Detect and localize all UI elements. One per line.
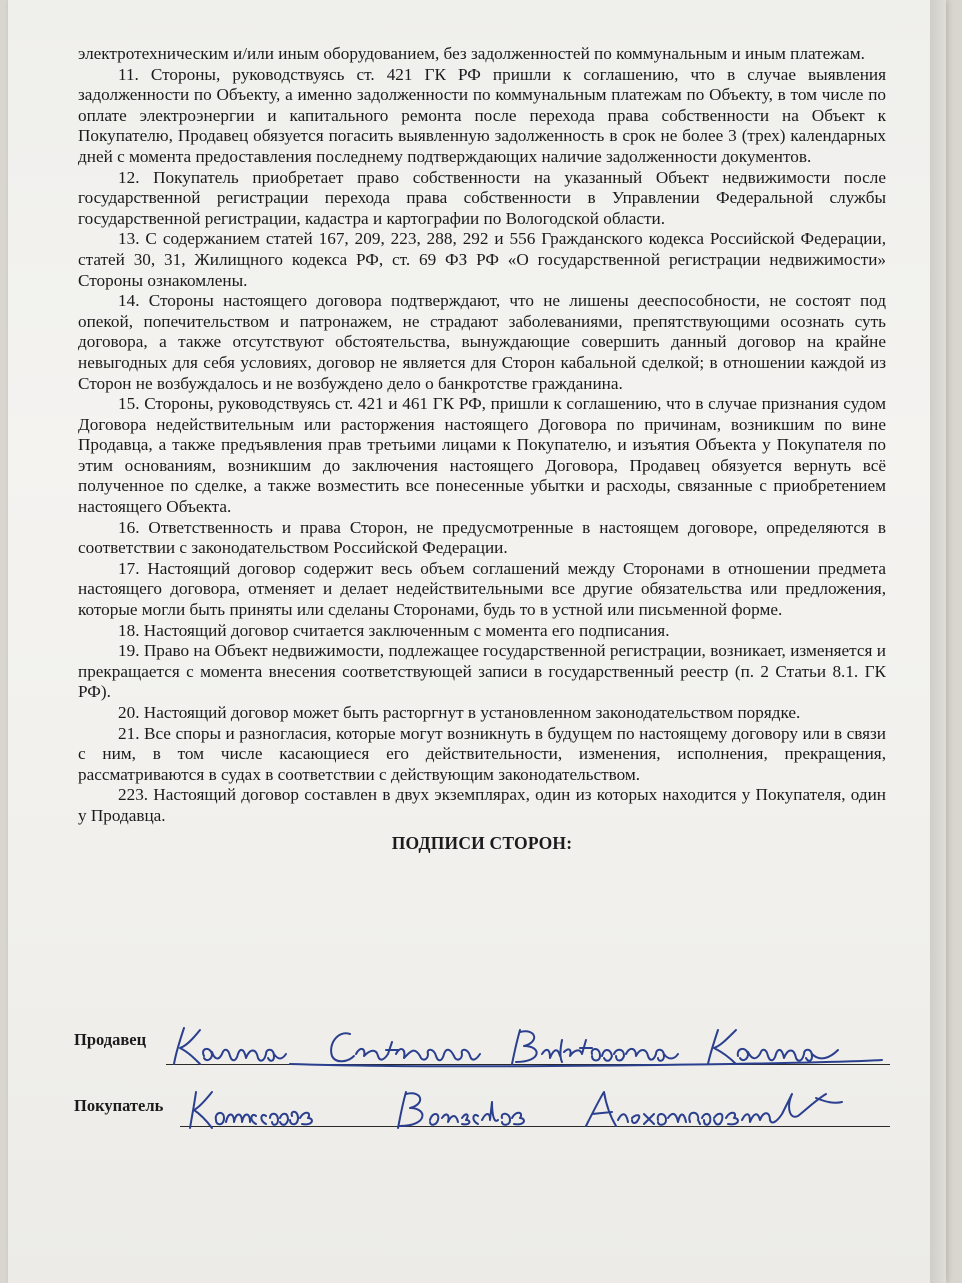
- buyer-signature-row: [74, 1086, 890, 1132]
- paragraph-continuation: электротехническим и/или иным оборудованием, без задолженностей по коммунальным и иным платежам.: [78, 44, 865, 63]
- contract-text: [78, 44, 886, 853]
- clause-17: 17. Настоящий договор содержит весь объем соглашений между Сторонами в отношении предмета настоящего договора, отменяет и делает недействительными все другие обязательства или предложения, которые могли быть приняты или сделаны Сторонами, будь то в устной или письменной форме.: [78, 558, 886, 620]
- clause-22: 223. Настоящий договор составлен в двух экземплярах, один из которых находится у Покупателя, один у Продавца.: [78, 785, 886, 825]
- seller-signature-row: [74, 1026, 890, 1072]
- buyer-label: Покупатель: [74, 1096, 164, 1115]
- clause-20: 20. Настоящий договор может быть расторгнут в установленном законодательством порядке.: [118, 703, 801, 722]
- seller-label: Продавец: [74, 1030, 147, 1049]
- clause-16: 16. Ответственность и права Сторон, не предусмотренные в настоящем договоре, определяются в соответствии с законодательством Российской Федерации.: [78, 517, 886, 558]
- signatures-heading: ПОДПИСИ СТОРОН:: [391, 832, 573, 853]
- clause-13: 13. С содержанием статей 167, 209, 223, 288, 292 и 556 Гражданского кодекса Российской Федерации, статей 30, 31, Жилищного кодекса РФ, ст. 69 ФЗ РФ «О государственной регистрации недвижимости» Стороны ознакомлены.: [78, 229, 886, 290]
- clause-21: 21. Все споры и разногласия, которые могут возникнуть в будущем по настоящему договору или в связи с ним, в том числе касающиеся его действительности, изменения, исполнения, прекращения, рассматриваются в судах в соответствии с действующим законодательством.: [78, 723, 886, 784]
- clause-14: 14. Стороны настоящего договора подтверждают, что не лишены дееспособности, не состоят под опекой, попечительством и патронажем, не страдают заболеваниями, препятствующими осознать суть договора, а также отсутствуют обстоятельства, вынуждающие совершить данный договор на крайне невыгодных для себя условиях, договор не является для Сторон кабальной сделкой; в отношении каждой из Сторон не возбуждалось и не возбуждено дело о банкротстве гражданина.: [78, 291, 886, 393]
- seller-signature: [170, 1018, 890, 1074]
- buyer-signature: [186, 1080, 886, 1136]
- clause-19: 19. Право на Объект недвижимости, подлежащее государственной регистрации, возникает, изменяется и прекращается с момента внесения соответствующей записи в государственный реестр (п. 2 Статьи 8.1. ГК РФ).: [78, 641, 886, 702]
- clause-12: 12. Покупатель приобретает право собственности на указанный Объект недвижимости после государственной регистрации перехода права собственности в Управлении Федеральной службы государственной регистрации, кадастра и картографии по Вологодской области.: [78, 167, 886, 228]
- clause-18: 18. Настоящий договор считается заключенным с момента его подписания.: [118, 620, 670, 640]
- paper-edge: [930, 0, 946, 1283]
- clause-15: 15. Стороны, руководствуясь ст. 421 и 461 ГК РФ, пришли к соглашению, что в случае признания судом Договора недействительным или расторжения настоящего Договора по причинам, возникшим по вине Продавца, а также предъявления прав третьими лицами к Покупателю, и изъятия Объекта у Покупателя по этим основаниям, возникшим до заключения настоящего Договора, Продавец обязуется вернуть всё полученное по сделке, а также возместить все понесенные убытки и расходы, связанные с приобретением настоящего Объекта.: [78, 394, 886, 517]
- clause-11: 11. Стороны, руководствуясь ст. 421 ГК РФ пришли к соглашению, что в случае выявления задолженности по Объекту, а именно задолженности по коммунальным платежам по Объекту, в том числе по оплате электроэнергии и капитального ремонта после перехода права собственности на Объект к Покупателю, Продавец обязуется погасить выявленную задолженность в срок не более 3 (трех) календарных дней с момента предоставления последнему подтверждающих наличие задолженности документов.: [78, 64, 886, 166]
